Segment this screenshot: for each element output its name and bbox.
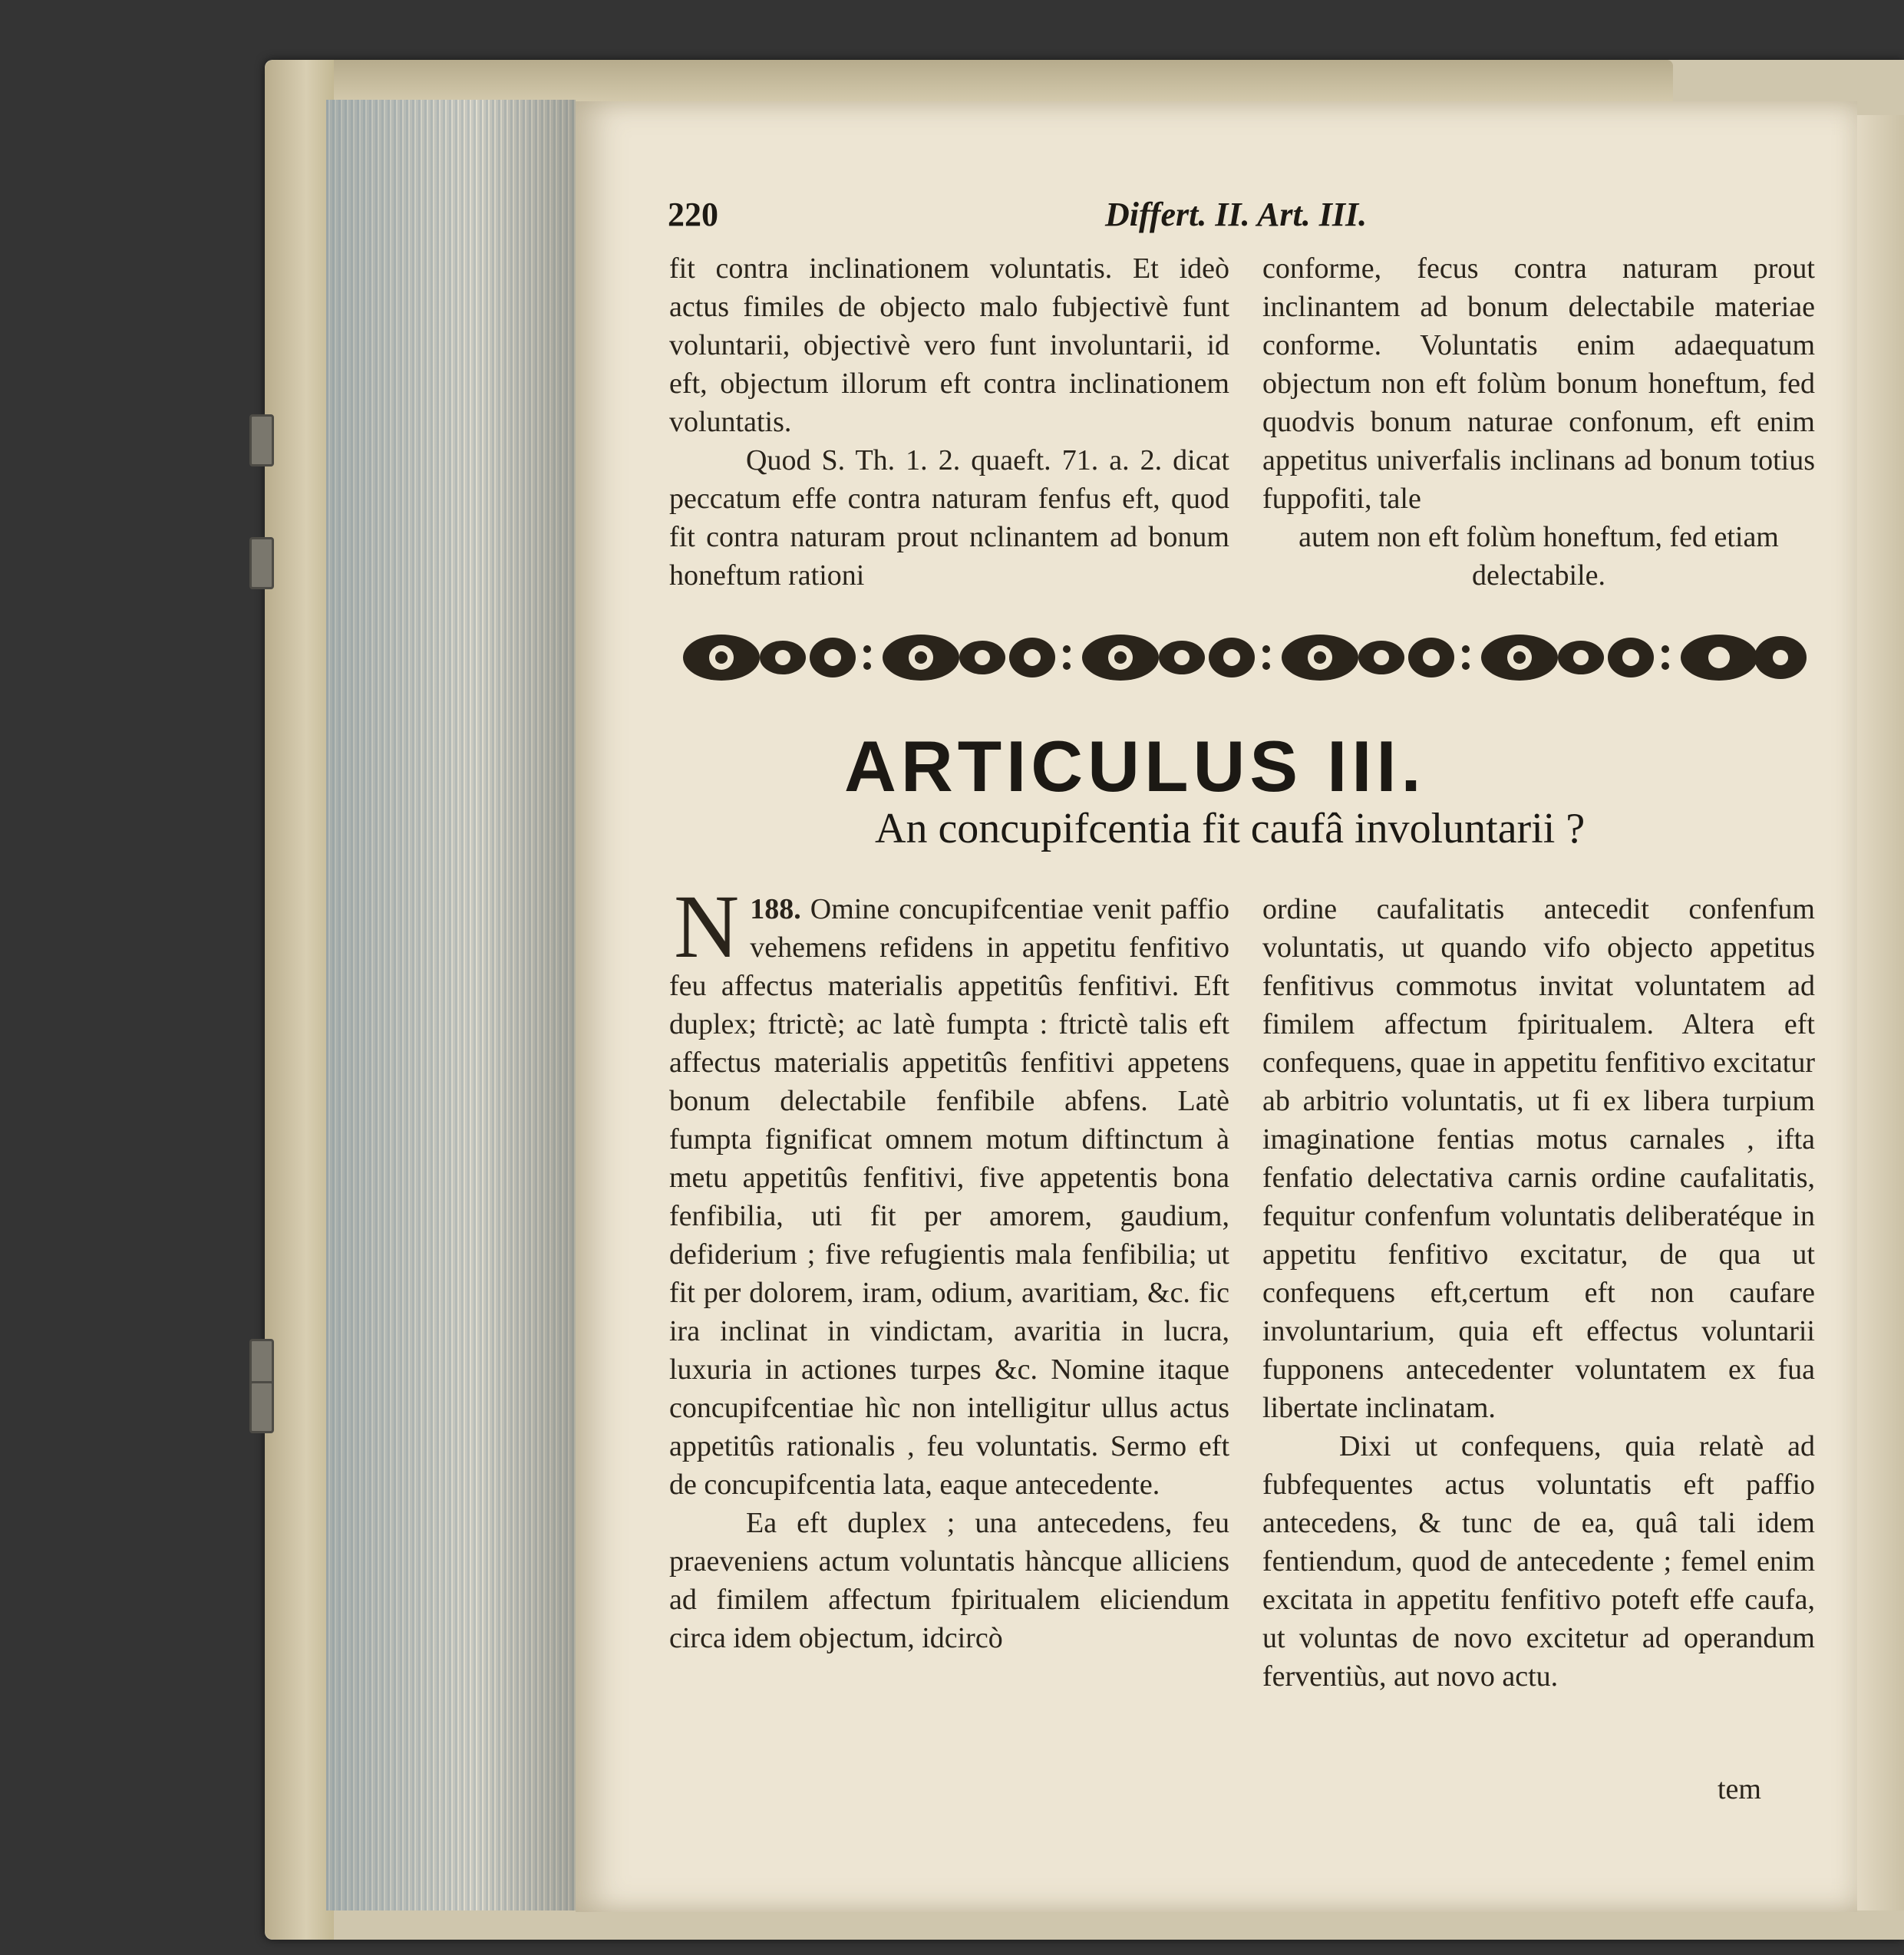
main-right-column [1262,890,1815,1696]
clasp-icon [249,537,274,589]
ornament-band-icon [675,623,1811,692]
book-cover-top [292,60,1673,106]
paragraph-text: Omine concupifcentiae venit paffio vehemens refidens in appetitu fenfitivo feu affectus materialis appetitûs fenfitivi. Eft duplex; ftrictè; ac latè fumpta : ftrictè talis eft affectus materialis appetitûs fenfitivi appetens bonum delectabile fenfibile abfens. Latè fumpta fignificat omnem motum diftinctum à metu appetitûs fenfitivi, five appetentis bona fenfibilia, uti fit per amorem, gaudium, defiderium ; five refugientis mala fenfibilia; ut fit per dolorem, iram, odium, avaritiam, &c. fic ira inclinat in vindictam, avaritia in lucra, luxuria in actiones turpes &c. Nomine itaque concupifcentiae hìc non intelligitur ullus actus appetitûs rationalis , feu voluntatis. Sermo eft de concupifcentia lata, eaque antecedente. [669,893,1229,1501]
clasp-icon [249,1381,274,1433]
facing-page-edge [1853,115,1904,1910]
page-edges [326,100,576,1910]
paragraph-number: 188. [750,893,801,925]
clasp-icon [249,414,274,466]
paragraph [669,876,1229,1504]
top-left-column [669,249,1229,595]
main-left-column [669,876,1229,1657]
catchword: tem [1718,1773,1761,1805]
paragraph: Ea eft duplex ; una antecedens, feu praeveniens actum voluntatis hàncque alliciens ad fimilem affectum fpiritualem eliciendum circa idem objectum, idcircò [669,1507,1229,1654]
page-number: 220 [668,196,718,233]
paragraph: Dixi ut confequens, quia relatè ad fubfequentes actus voluntatis eft paffio antecedens, & tunc de ea, quâ tali idem fentiendum, quod de antecedente ; femel enim excitata in appetitu fenfitivo poteft effe caufa, ut voluntas de novo excitetur ad operandum ferventiùs, aut novo actu. [1262,1430,1815,1693]
paragraph: autem non eft folùm honeftum, fed etiam delectabile. [1298,521,1779,592]
paragraph: fit contra inclinationem voluntatis. Et ideò actus fimiles de objecto malo fubjectivè funt voluntarii, objectivè vero funt involuntarii, id eft, objectum illorum eft contra inclinationem voluntatis. [669,252,1229,438]
paragraph: Quod S. Th. 1. 2. quaeft. 71. a. 2. dicat peccatum effe contra naturam fenfus eft, quod fit contra naturam prout nclinantem ad bonum honeftum rationi [669,444,1229,592]
drop-cap: N [674,876,740,977]
top-right-column [1262,249,1815,595]
running-title: Differt. II. Art. III. [1105,196,1368,233]
paragraph: conforme, fecus contra naturam prout inclinantem ad bonum delectabile materiae conforme. Voluntatis enim adaequatum objectum non eft folùm bonum honeftum, fed quodvis bonum naturae confonum, eft enim appetitus univerfalis inclinans ad bonum totius fuppofiti, tale [1262,252,1815,515]
article-subtitle: An concupifcentia fit caufâ involuntarii ? [875,805,1586,852]
paragraph: ordine caufalitatis antecedit confenfum voluntatis, ut quando vifo objecto appetitus fenfitivus commotus invitat voluntatem ad fimilem affectum fpiritualem. Altera eft confequens, quae in appetitu fenfitivo excitatur ab arbitrio voluntatis, ut fi ex libera turpium imaginatione fentias motus carnales , ifta fenfatio delectativa carnis ordine caufalitatis, fequitur confenfum voluntatis deliberatéque in appetitu fenfitivo excitatur, de qua ut confequens eft,certum eft non caufare involuntarium, quia eft effectus voluntarii fupponens antecedenter voluntatem ex fua libertate inclinatam. [1262,893,1815,1424]
book-cover-edge [265,60,334,1940]
article-title: ARTICULUS III. [844,726,1426,806]
